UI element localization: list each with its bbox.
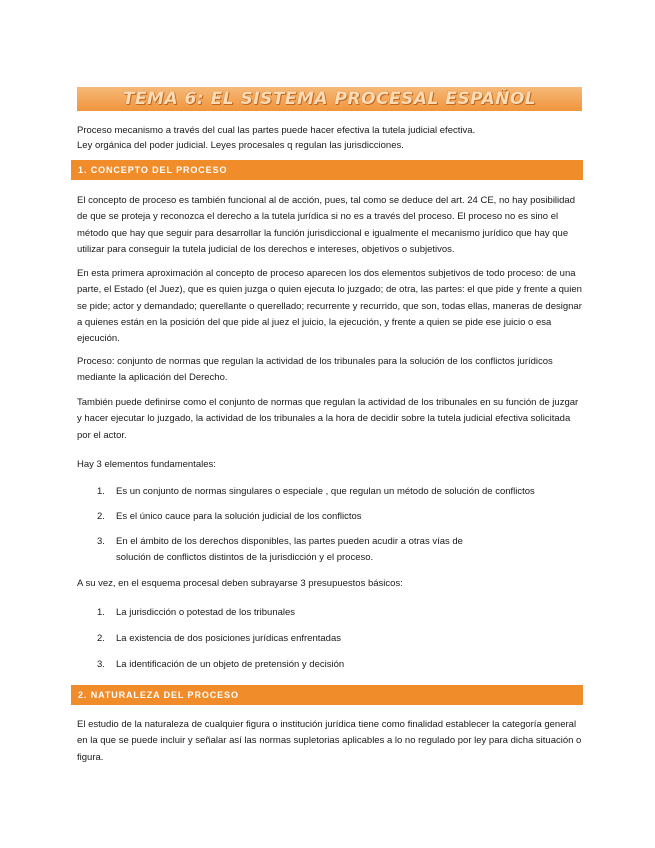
list-number: 3. xyxy=(97,536,105,547)
list-number: 1. xyxy=(97,486,105,497)
paragraph: Hay 3 elementos fundamentales: xyxy=(77,459,216,470)
list-text: En el ámbito de los derechos disponibles, las partes pueden acudir a otras vías de solución de conflictos distintos de la jurisdicción y el proceso. xyxy=(116,536,463,563)
paragraph: El estudio de la naturaleza de cualquier figura o institución jurídica tiene como finalidad establecer la categoría general en la que se puede incluir y señalar así las normas supletorias aplicables a lo no regulado por ley para dicha situación o figura. xyxy=(77,719,582,763)
list-number: 1. xyxy=(97,607,105,618)
paragraph: A su vez, en el esquema procesal deben subrayarse 3 presupuestos básicos: xyxy=(77,578,403,589)
page-title: TEMA 6: EL SISTEMA PROCESAL ESPAÑOL xyxy=(122,89,537,109)
intro-line: Ley orgánica del poder judicial. Leyes procesales q regulan las jurisdicciones. xyxy=(77,140,404,151)
list-number: 3. xyxy=(97,659,105,670)
list-text: La jurisdicción o potestad de los tribunales xyxy=(116,607,296,618)
paragraph: Proceso: conjunto de normas que regulan la actividad de los tribunales para la solución de los conflictos jurídicos mediante la aplicación del Derecho. xyxy=(77,356,553,384)
list-text: La existencia de dos posiciones jurídicas enfrentadas xyxy=(116,633,341,644)
paragraph: El concepto de proceso es también funcional al de acción, pues, tal como se deduce del art. 24 CE, no hay posibilidad de que se proteja y reconozca el derecho a la tutela jurídica si no es a través del proceso. El proceso no es sino el método que hay que seguir para desarrollar la función jurisdiccional e igualmente el mecanismo jurídico que hay que utilizar para conseguir la tutela judicial de los derechos e intereses, objetivos o subjetivos. xyxy=(77,195,576,255)
list-number: 2. xyxy=(97,511,105,522)
section-heading-concepto: 1. CONCEPTO DEL PROCESO xyxy=(71,160,583,180)
intro-block xyxy=(77,123,582,153)
list-text: Es un conjunto de normas singulares o especiale , que regulan un método de solución de conflictos xyxy=(116,486,535,497)
list-number: 2. xyxy=(97,633,105,644)
intro-line: Proceso mecanismo a través del cual las partes puede hacer efectiva la tutela judicial efectiva. xyxy=(77,125,476,136)
title-banner xyxy=(77,87,582,111)
list-text: Es el único cauce para la solución judicial de los conflictos xyxy=(116,511,362,522)
paragraph: En esta primera aproximación al concepto de proceso aparecen los dos elementos subjetivos de todo proceso: de una parte, el Estado (el Juez), que es quien juzga o quien ejecuta lo juzgado; de otra, las partes: el que pide y frente a quien se pide; actor y demandado; querellante o querellado; recurrente y recurrido, que son, todas ellas, maneras de designar a quienes están en la posición del que pide al juez el juicio, la ejecución, y frente a quien se pide ese juicio o esa ejecución. xyxy=(77,268,582,345)
list-text: La identificación de un objeto de pretensión y decisión xyxy=(116,659,345,670)
paragraph: También puede definirse como el conjunto de normas que regulan la actividad de los tribunales en su función de juzgar y hacer ejecutar lo juzgado, la actividad de los tribunales a la hora de decidir sobre la tutela judicial efectiva solicitada por el actor. xyxy=(77,397,579,441)
section-heading-naturaleza: 2. NATURALEZA DEL PROCESO xyxy=(71,685,583,705)
